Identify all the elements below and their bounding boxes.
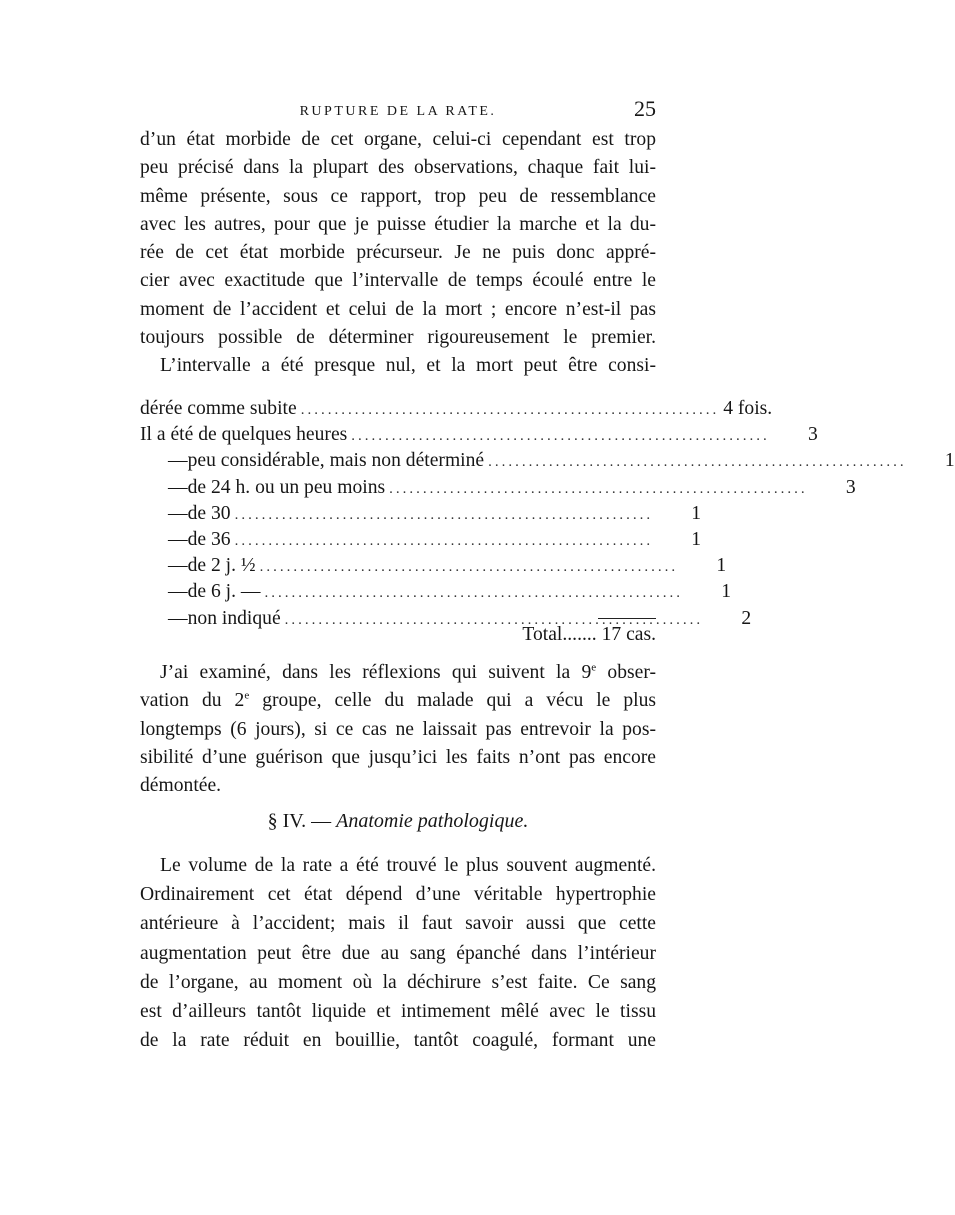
- text-line: Le volume de la rate a été trouvé le plus souvent augmenté.: [160, 855, 656, 876]
- table-row: [140, 398, 773, 424]
- text-line: même présente, sous ce rapport, trop peu de ressemblance: [140, 185, 656, 207]
- leader-dots: ..............................................................: [234, 532, 654, 549]
- row-label: de 24 h. ou un peu moins: [187, 476, 386, 498]
- row-value: 1: [716, 555, 727, 577]
- text-fragment: groupe, celle du malade qui a vécu le plus: [249, 690, 656, 712]
- text-line: [140, 659, 656, 687]
- row-label: non indiqué: [187, 607, 281, 629]
- row-dash: —: [168, 450, 188, 472]
- text-line: rée de cet état morbide précurseur. Je ne puis donc appré-: [140, 242, 656, 264]
- row-dash: —: [168, 555, 188, 577]
- superscript: e: [244, 689, 250, 702]
- table-row: [140, 555, 727, 581]
- row-dash: —: [168, 476, 188, 498]
- text-line: cier avec exactitude que l’intervalle de temps écoulé entre le: [140, 270, 656, 292]
- text-line: toujours possible de déterminer rigoureusement le premier.: [140, 327, 656, 349]
- row-value: 1: [691, 528, 702, 550]
- total-rule: [598, 618, 656, 619]
- table-row: [140, 581, 732, 607]
- row-dash: —: [168, 502, 188, 524]
- row-label: de 6 j. —: [187, 581, 261, 603]
- text-line: d’un état morbide de cet organe, celui-ci cependant est trop: [140, 129, 656, 150]
- running-header: [140, 96, 656, 126]
- text-line: longtemps (6 jours), si ce cas ne laissait pas entrevoir la pos-: [140, 718, 656, 740]
- page-number: 25: [634, 96, 656, 121]
- row-value: 1: [721, 581, 732, 603]
- text-line: est d’ailleurs tantôt liquide et intimement mêlé avec le tissu: [140, 1000, 656, 1022]
- text-line: moment de l’accident et celui de la mort ; encore n’est-il pas: [140, 298, 656, 320]
- leader-dots: ..............................................................: [389, 480, 808, 497]
- table-row: [140, 528, 702, 555]
- section-title: Anatomie pathologique.: [336, 810, 529, 832]
- interval-table: [140, 398, 955, 634]
- section-heading: [140, 810, 656, 833]
- section-prefix: § IV. —: [267, 810, 337, 832]
- row-dash: —: [168, 581, 188, 603]
- row-label: peu considérable, mais non déterminé: [187, 450, 485, 472]
- text-fragment: J’ai examiné, dans les réflexions qui suivent la 9: [160, 662, 592, 683]
- leader-dots: ..............................................................: [351, 428, 770, 445]
- row-label: Il a été de quelques heures: [140, 424, 348, 446]
- row-value: 1: [944, 450, 955, 472]
- leader-dots: ..............................................................: [284, 611, 704, 628]
- paragraph-examination: [140, 659, 656, 800]
- paragraph-intro: [140, 126, 656, 381]
- text-fragment: vation du 2: [140, 690, 245, 712]
- row-value: 4 fois.: [723, 398, 773, 419]
- text-line: [140, 687, 656, 715]
- text-line: de la rate réduit en bouillie, tantôt coagulé, formant une: [140, 1030, 656, 1052]
- row-value: 2: [741, 607, 752, 629]
- total-label: Total.......: [522, 624, 597, 645]
- text-line: de l’organe, au moment où la déchirure s’est faite. Ce sang: [140, 971, 656, 993]
- row-dash: —: [168, 528, 188, 550]
- total-line: [476, 624, 656, 646]
- text-line: antérieure à l’accident; mais il faut savoir aussi que cette: [140, 913, 656, 935]
- text-line: avec les autres, pour que je puisse étudier la marche et la du-: [140, 213, 656, 235]
- text-line: Ordinairement cet état dépend d’une véritable hypertrophie: [140, 884, 656, 906]
- row-label: dérée comme subite: [140, 398, 297, 419]
- running-title: RUPTURE DE LA RATE.: [299, 104, 497, 119]
- table-row: [140, 424, 818, 450]
- text-line: L’intervalle a été presque nul, et la mort peut être consi-: [160, 355, 656, 377]
- paragraph-anatomy: [140, 851, 656, 1055]
- table-row: [140, 450, 955, 476]
- text-line: sibilité d’une guérison que jusqu’ici les faits n’ont pas encore: [140, 746, 656, 768]
- total-value: 17 cas.: [601, 624, 656, 645]
- row-label: de 36: [187, 528, 231, 550]
- row-value: 1: [691, 502, 702, 524]
- leader-dots: ..............................................................: [488, 454, 907, 471]
- row-label: de 30: [187, 502, 231, 524]
- leader-dots: ..............................................................: [264, 585, 684, 602]
- row-label: de 2 j. ½: [187, 555, 256, 577]
- text-line: démontée.: [140, 775, 222, 797]
- leader-dots: ..............................................................: [234, 506, 654, 523]
- text-fragment: obser-: [596, 662, 656, 683]
- text-line: peu précisé dans la plupart des observations, chaque fait lui-: [140, 157, 656, 179]
- row-dash: —: [168, 607, 188, 629]
- text-line: augmentation peut être due au sang épanché dans l’intérieur: [140, 942, 656, 964]
- row-value: 3: [845, 476, 856, 498]
- leader-dots: ..............................................................: [300, 402, 720, 418]
- leader-dots: ..............................................................: [259, 559, 679, 576]
- row-value: 3: [807, 424, 818, 446]
- superscript: e: [591, 661, 597, 674]
- table-row: [140, 476, 856, 503]
- table-row: [140, 502, 702, 529]
